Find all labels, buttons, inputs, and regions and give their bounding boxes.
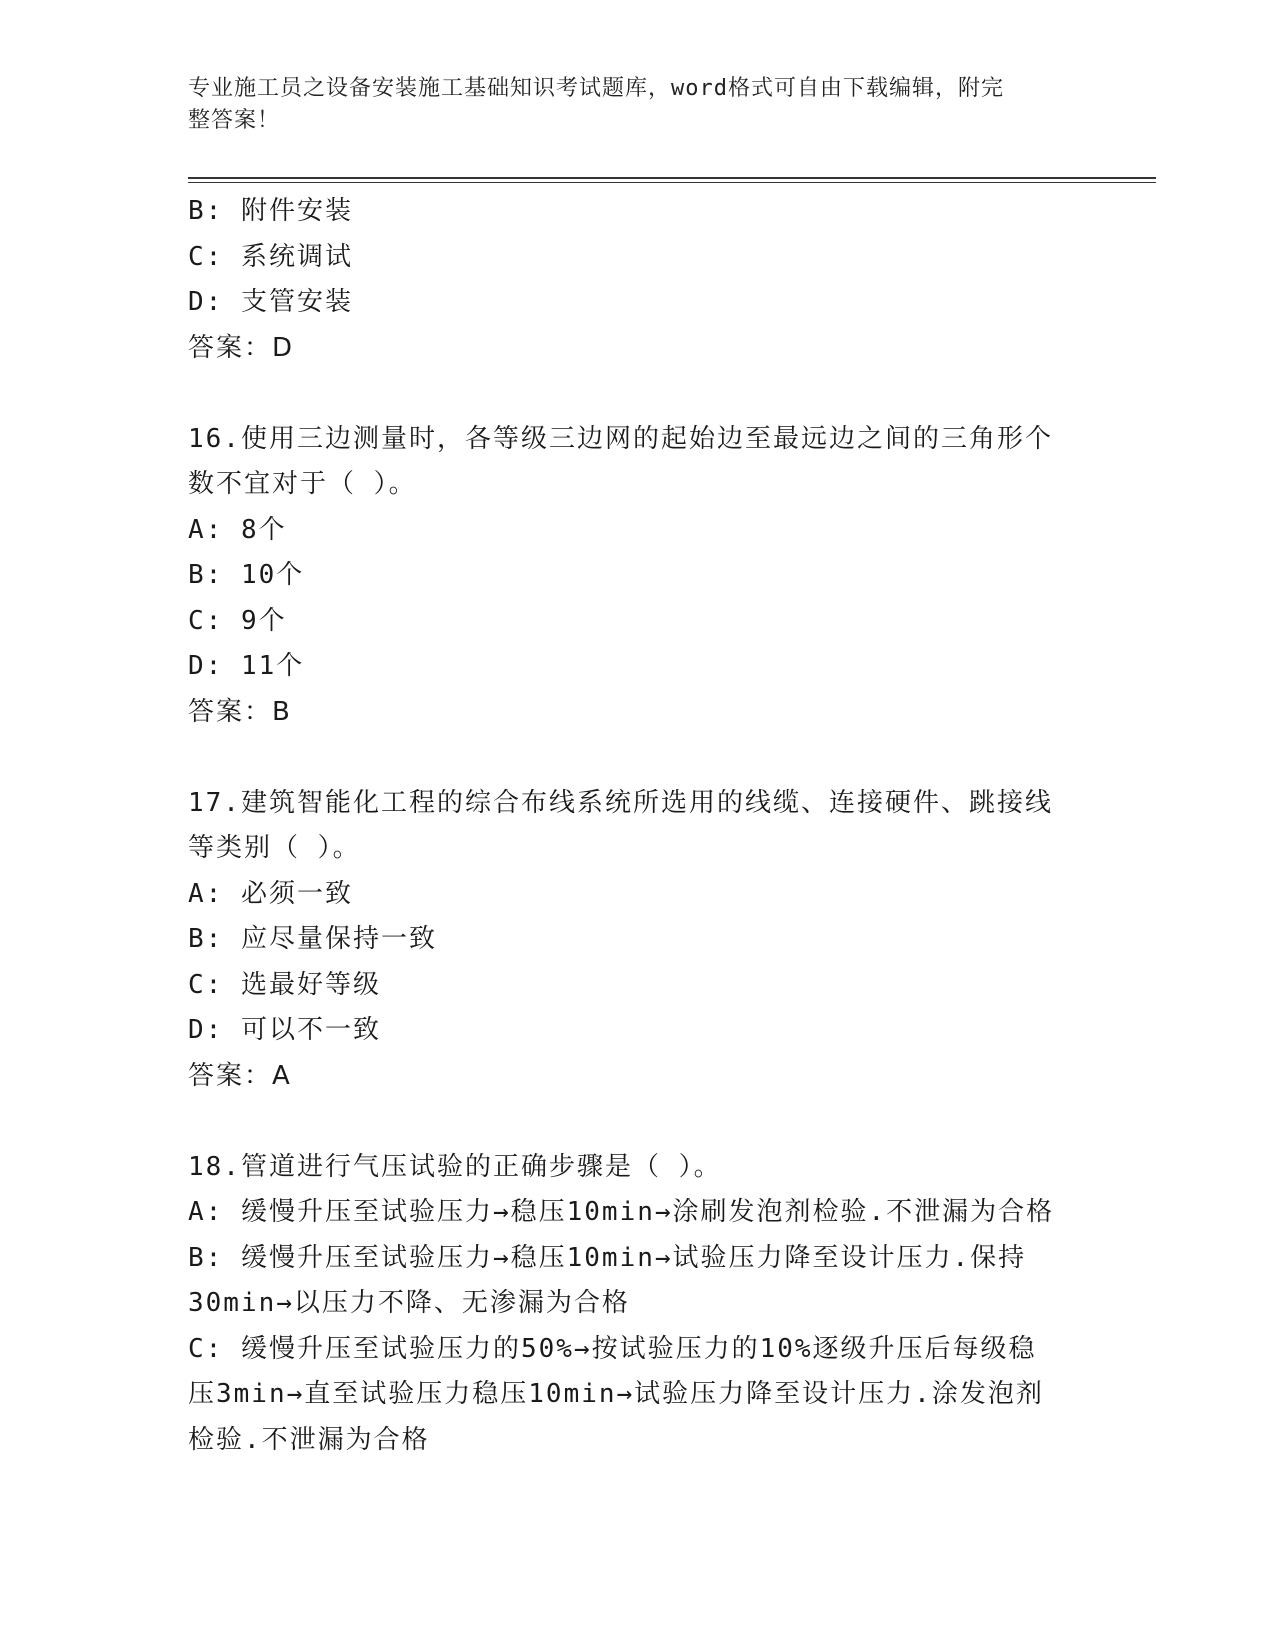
option-d: D: 支管安装 xyxy=(188,287,353,317)
option-c: C: 选最好等级 xyxy=(188,969,381,1000)
option-c-continued: 压3min→直至试验压力稳压10min→试验压力降至设计压力.涂发泡剂 xyxy=(188,1379,1044,1409)
option-b: B: 缓慢升压至试验压力→稳压10min→试验压力降至设计压力.保持 xyxy=(188,1242,1027,1273)
header-line-2: 整答案！ xyxy=(188,108,281,133)
option-a: A: 必须一致 xyxy=(188,878,353,909)
option-c: C: 缓慢升压至试验压力的50%→按试验压力的10%逐级升压后每级稳 xyxy=(188,1333,1037,1364)
spacer xyxy=(188,1099,1088,1145)
answer-line: 答案：A xyxy=(188,1060,292,1091)
option-c: C: 系统调试 xyxy=(188,241,353,272)
option-a: A: 8个 xyxy=(188,514,287,545)
question-text: 17.建筑智能化工程的综合布线系统所选用的线缆、连接硬件、跳接线 xyxy=(188,787,1053,818)
option-b-continued: 30min→以压力不降、无渗漏为合格 xyxy=(188,1288,630,1318)
option-b: B: 应尽量保持一致 xyxy=(188,924,437,954)
spacer xyxy=(188,371,1088,417)
document-header xyxy=(188,73,1068,137)
answer-line: 答案：D xyxy=(188,332,295,363)
header-rule-thin xyxy=(188,182,1156,183)
option-c: C: 9个 xyxy=(188,605,287,636)
answer-line: 答案：B xyxy=(188,696,292,727)
spacer xyxy=(188,735,1088,781)
question-text: 数不宜对于（ ）。 xyxy=(188,469,417,499)
option-c-continued: 检验.不泄漏为合格 xyxy=(188,1424,430,1455)
option-d: D: 11个 xyxy=(188,651,305,681)
option-b: B: 10个 xyxy=(188,560,305,590)
header-rule-thick xyxy=(188,177,1156,179)
question-text: 等类别（ ）。 xyxy=(188,833,361,863)
question-text: 16.使用三边测量时，各等级三边网的起始边至最远边之间的三角形个 xyxy=(188,423,1053,454)
option-d: D: 可以不一致 xyxy=(188,1015,381,1045)
header-line-1: 专业施工员之设备安装施工基础知识考试题库，word格式可自由下载编辑，附完 xyxy=(188,76,1004,101)
question-content xyxy=(188,189,1088,1463)
question-text: 18.管道进行气压试验的正确步骤是（ ）。 xyxy=(188,1151,722,1182)
option-b: B: 附件安装 xyxy=(188,196,353,226)
option-a: A: 缓慢升压至试验压力→稳压10min→涂刷发泡剂检验.不泄漏为合格 xyxy=(188,1197,1055,1227)
